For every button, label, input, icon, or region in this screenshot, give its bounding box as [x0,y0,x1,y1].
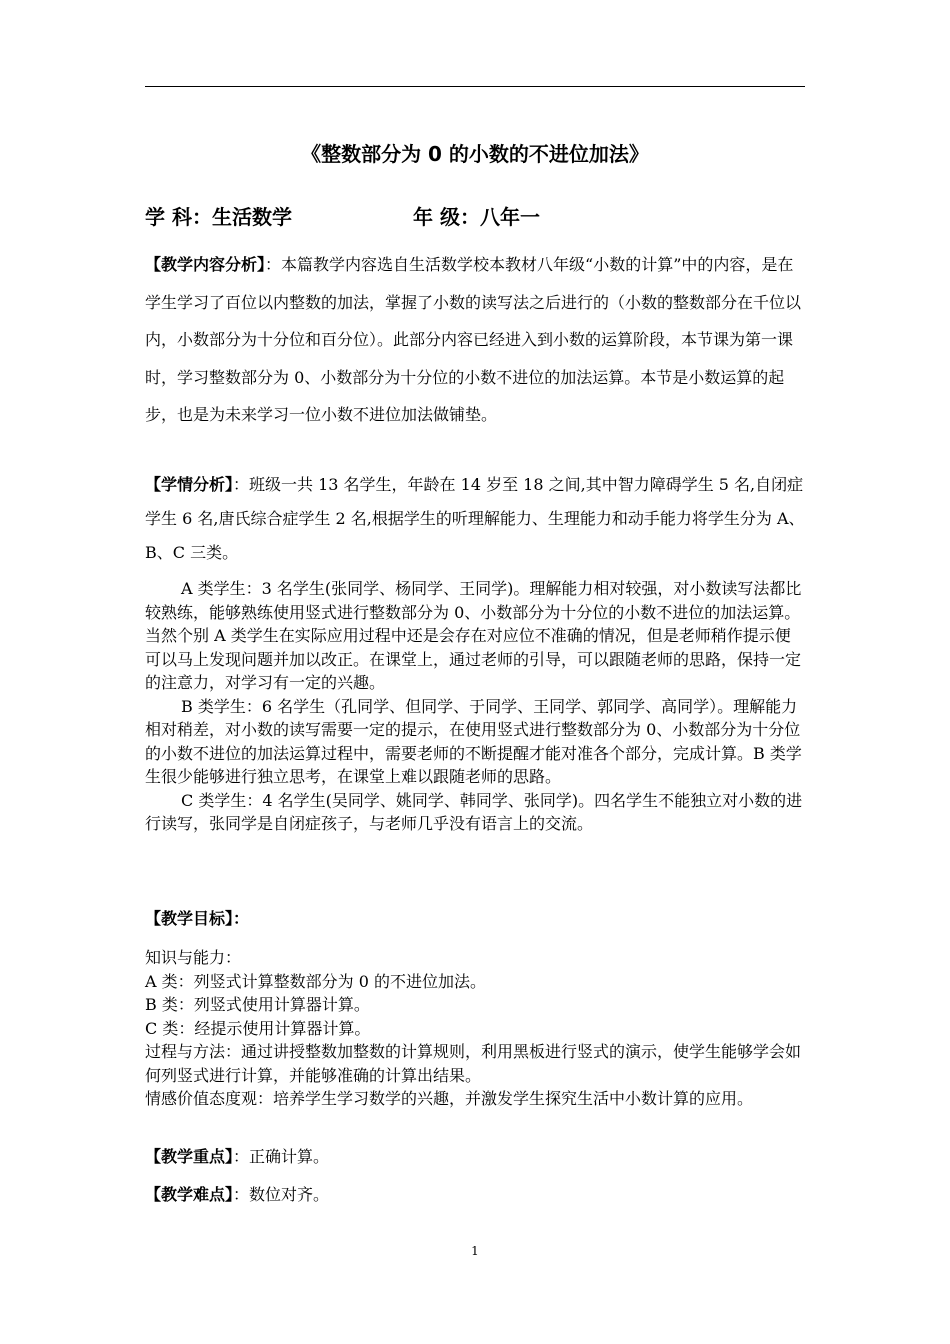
subject-label: 学 科：生活数学 [145,205,292,229]
key-point-text: ：正确计算。 [233,1147,330,1166]
header-rule [145,86,805,87]
goal-a: A 类：列竖式计算整数部分为 0 的不进位加法。 [145,971,486,991]
goal-c: C 类：经提示使用计算器计算。 [145,1018,371,1038]
class-c-paragraph: C 类学生：4 名学生(吴同学、姚同学、韩同学、张同学)。四名学生不能独立对小数的进行读写，张同学是自闭症孩子，与老师几乎没有语言上的交流。 [145,790,803,833]
document-title: 《整数部分为 0 的小数的不进位加法》 [301,142,649,166]
meta-line [145,201,805,230]
goal-process: 过程与方法：通过讲授整数加整数的计算规则，利用黑板进行竖式的演示，使学生能够学会如何列竖式进行计算，并能够准确的计算出结果。 [145,1042,802,1085]
goal-emotion: 情感价值态度观：培养学生学习数学的兴趣，并激发学生探究生活中小数计算的应用。 [145,1089,754,1108]
class-a-paragraph: A 类学生：3 名学生(张同学、杨同学、王同学)。理解能力相对较强，对小数读写法都比较熟练，能够熟练使用竖式进行整数部分为 0、小数部分为十分位的小数不进位的加法运算。当然个别 A 类学生在实际应用过程中还是会存在对应位不准确的情况，但是老师稍作提示便可以马上发现问题并加以改正。在课堂上，通过老师的引导，可以跟随老师的思路，保持一定的注意力，对学习有一定的兴趣。 [145,579,802,692]
grade-label: 年 级：八年一 [413,205,540,229]
difficulty-text: ：数位对齐。 [233,1185,330,1204]
goals-heading: 【教学目标】 [145,909,234,928]
key-point-section [145,1145,805,1169]
key-point-heading: 【教学重点】 [145,1147,234,1166]
goal-knowledge: 知识与能力： [145,948,242,967]
goals-section [145,946,805,1111]
page-number: 1 [471,1244,479,1258]
student-analysis-text: ：班级一共 13 名学生，年龄在 14 岁至 18 之间,其中智力障碍学生 5 名,自闭症学生 6 名,唐氏综合症学生 2 名,根据学生的听理解能力、生理能力和动手能力将学生分为 A、B、C 三类。 [145,475,805,562]
content-analysis-heading: 【教学内容分析】 [145,255,266,274]
class-descriptions [145,577,805,836]
student-analysis-section [145,468,805,570]
difficulty-heading: 【教学难点】 [145,1185,234,1204]
student-analysis-heading: 【学情分析】 [145,475,234,494]
class-b-paragraph: B 类学生：6 名学生（孔同学、但同学、于同学、王同学、郭同学、高同学）。理解能力相对稍差，对小数的读写需要一定的提示，在使用竖式进行整数部分为 0、小数部分为十分位的小数不进位的加法运算过程中，需要老师的不断提醒才能对准各个部分，完成计算。B 类学生很少能够进行独立思考，在课堂上难以跟随老师的思路。 [145,696,802,786]
goals-heading-line [145,907,805,931]
content-analysis-section [145,246,805,434]
content-analysis-text: ：本篇教学内容选自生活数学校本教材八年级“小数的计算”中的内容，是在学生学习了百位以内整数的加法，掌握了小数的读写法之后进行的（小数的整数部分在千位以内，小数部分为十分位和百分位）。此部分内容已经进入到小数的运算阶段，本节课为第一课时，学习整数部分为 0、小数部分为十分位的小数不进位的加法运算。本节是小数运算的起步，也是为未来学习一位小数不进位加法做铺垫。 [145,255,802,424]
goals-colon: ： [233,909,250,928]
difficulty-section [145,1183,805,1207]
goal-b: B 类：列竖式使用计算器计算。 [145,995,370,1014]
